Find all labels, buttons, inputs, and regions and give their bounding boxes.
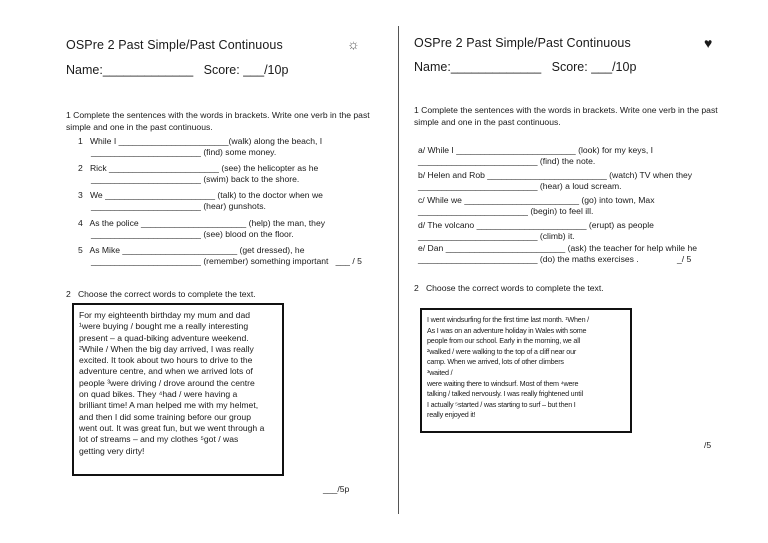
text-line: ¹were buying / bought me a really interesting — [79, 321, 249, 332]
exercise-1-item-d-line1: d/ The volcano _______________________ (erupt) as people — [418, 220, 654, 230]
text-line: camp. When we arrived, lots of other climbers — [427, 357, 564, 367]
text-line: I actually ⁵started / was starting to surf – but then I — [427, 399, 576, 409]
exercise-1-instruction: 1 Complete the sentences with the words in brackets. Write one verb in the past simple and one in the past continuous. — [414, 105, 718, 127]
exercise-2-instruction: 2 Choose the correct words to complete the text. — [414, 283, 604, 293]
exercise-1-item-b-line1: b/ Helen and Rob _________________________ (watch) TV when they — [418, 170, 693, 180]
exercise-1-item-2-line1: 2 Rick _______________________ (see) the helicopter as he — [78, 163, 319, 173]
exercise-1-item-d-line2: _________________________ (climb) it. — [418, 231, 575, 241]
text-line: and then I did some training before our group — [79, 411, 251, 422]
exercise-1-item-2-line2: _______________________ (swim) back to the shore. — [91, 174, 300, 184]
exercise-1-item-3-line2: _______________________ (hear) gunshots. — [91, 201, 266, 211]
text-line: on quad bikes. They ⁴had / were having a — [79, 389, 238, 400]
exercise-1-item-1-line1: 1 While I _______________________(walk) along the beach, I — [78, 136, 323, 146]
text-line: were waiting there to windsurf. Most of them ⁴were — [427, 378, 579, 388]
exercise-1-item-a-line1: a/ While I _________________________ (look) for my keys, I — [418, 145, 654, 155]
exercise-1-item-5-line2: _______________________ (remember) something important ___ / 5 — [91, 256, 362, 266]
reading-text-box — [72, 303, 284, 476]
text-line: talking / talked nervously. I was really frightened until — [427, 389, 583, 399]
text-line: present – a quad-biking adventure weekend. — [79, 332, 249, 343]
exercise-2-instruction: 2 Choose the correct words to complete the text. — [66, 289, 256, 299]
page-divider — [398, 26, 399, 514]
exercise-1-item-4-line1: 4 As the police ______________________ (help) the man, they — [78, 218, 326, 228]
right-worksheet — [400, 0, 768, 543]
text-line: really enjoyed it! — [427, 410, 476, 420]
text-line: people ³were driving / drove around the centre — [79, 377, 255, 388]
exercise-1-item-4-line2: _______________________ (see) blood on the floor. — [91, 229, 294, 239]
exercise-1-instruction: 1 Complete the sentences with the words in brackets. Write one verb in the past simple and one in the past continuous. — [66, 110, 370, 132]
exercise-1-item-5-line1: 5 As Mike ________________________ (get dressed), he — [78, 245, 305, 255]
text-line: people from our school. Early in the morning, we all — [427, 336, 580, 346]
text-line: I went windsurfing for the first time last month. ¹When / — [427, 315, 589, 324]
exercise-1-item-c-line1: c/ While we ________________________ (go) into town, Max — [418, 195, 655, 205]
exercise-1-item-1-line2: _______________________ (find) some money. — [91, 147, 277, 157]
exercise-1-item-e-line2: _________________________ (do) the maths exercises . _/ 5 — [418, 254, 692, 264]
name-score-row: Name:_____________ Score: ___/10p — [66, 63, 289, 77]
exercise-1-item-c-line2: _______________________ (begin) to feel ill. — [418, 206, 594, 216]
exercise-2-score: ___/5p — [323, 484, 350, 494]
text-line: ³waited / — [427, 367, 453, 377]
name-score-row: Name:_____________ Score: ___/10p — [414, 60, 637, 74]
text-line: ²walked / were walking to the top of a cliff near our — [427, 346, 577, 356]
text-line: As I was on an adventure holiday in Wales with some — [427, 325, 587, 335]
text-line: excited. It took about two hours to drive to the — [79, 355, 253, 366]
worksheet-title: OSPre 2 Past Simple/Past Continuous — [414, 36, 631, 50]
text-line: getting very dirty! — [79, 445, 145, 456]
text-line: adventure centre, and when we arrived lots of — [79, 366, 253, 377]
sun-icon: ☼ — [347, 36, 360, 52]
worksheet-title: OSPre 2 Past Simple/Past Continuous — [66, 38, 283, 52]
text-line: lot of streams – and my clothes ⁵got / was — [79, 434, 239, 445]
reading-text-box — [420, 308, 632, 433]
text-line: For my eighteenth birthday my mum and dad — [79, 310, 251, 320]
text-line: went out. It was great fun, but we went through a — [79, 422, 265, 433]
text-line: ²While / When the big day arrived, I was really — [79, 343, 254, 354]
exercise-1-item-a-line2: _________________________ (find) the note. — [418, 156, 596, 166]
exercise-1-item-e-line1: e/ Dan _________________________ (ask) the teacher for help while he — [418, 243, 698, 253]
exercise-2-score: /5 — [704, 440, 712, 450]
text-line: brilliant time! A man helped me with my helmet, — [79, 400, 259, 411]
heart-icon: ♥ — [704, 35, 713, 51]
exercise-1-item-3-line1: 3 We _______________________ (talk) to the doctor when we — [78, 190, 323, 200]
exercise-1-item-b-line2: _________________________ (hear) a loud scream. — [418, 181, 622, 191]
